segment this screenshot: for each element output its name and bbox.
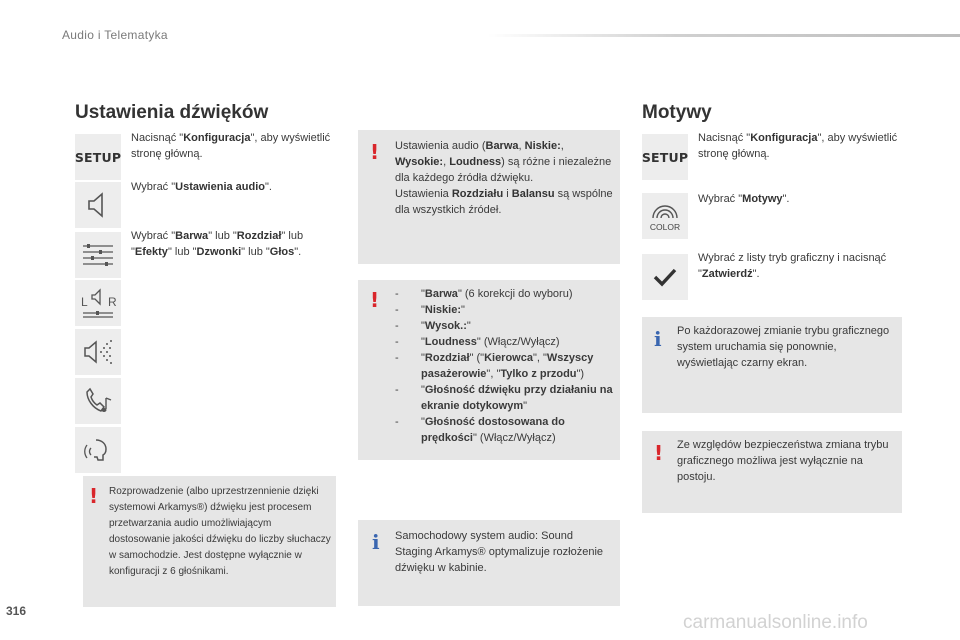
audio-settings-note: Ustawienia audio (Barwa, Niskie:, Wysokie:, Loudness) są różne i niezależne dla każdego źródła dźwięku. Ustawienia Rozdziału i Balansu są wspólne dla wszystkich źródeł.	[395, 140, 613, 216]
list-item: - "Głośność dźwięku przy działaniu na ekranie dotykowym"	[395, 384, 613, 412]
checkmark-icon	[642, 254, 688, 300]
list-item: - "Rozdział" ("Kierowca", "Wszyscy pasażerowie", "Tylko z przodu")	[395, 352, 594, 380]
warning-panel-audio-settings	[358, 130, 620, 264]
info-icon: i	[372, 530, 380, 554]
balance-left-label: L	[81, 295, 88, 309]
list-item: - "Wysok.:"	[395, 320, 471, 332]
info-text-arkamys: Samochodowy system audio: Sound Staging Arkamys® optymalizuje rozłożenie dźwięku w kabinie.	[395, 530, 604, 574]
voice-icon	[75, 427, 121, 473]
balance-icon	[75, 280, 121, 326]
sound-step-3: Wybrać "Barwa" lub "Rozdział" lub "Efekty" lub "Dzwonki" lub "Głos".	[131, 230, 304, 258]
speaker-icon	[75, 182, 121, 228]
setup-label: SETUP	[74, 149, 122, 165]
warning-panel-themes	[642, 431, 902, 513]
themes-step-3: Wybrać z listy tryb graficzny i nacisnąć "Zatwierdź".	[698, 252, 887, 280]
warning-panel-sound	[83, 476, 336, 607]
info-text-themes: Po każdorazowej zmianie trybu graficznego system uruchamia się ponownie, wyświetlając czarny ekran.	[677, 325, 890, 369]
sound-effects-icon	[75, 329, 121, 375]
warning-icon: !	[370, 140, 380, 164]
list-item: - "Barwa" (6 korekcji do wyboru)	[395, 288, 573, 300]
balance-right-label: R	[108, 295, 117, 309]
themes-step-1: Nacisnąć "Konfiguracja", aby wyświetlić stronę główną.	[698, 132, 898, 160]
ringtone-icon	[75, 378, 121, 424]
info-panel-themes	[642, 317, 902, 413]
warning-text-themes: Ze względów bezpieczeństwa zmiana trybu graficznego możliwa jest wyłącznie na postoju.	[677, 439, 889, 483]
warning-text-sound: Rozprowadzenie (albo uprzestrzennienie dzięki systemowi Arkamys®) dźwięku jest procesem przetwarzania audio umożliwiającym dostosowanie jakości dźwięku do liczby słuchaczy w samochodzie. Jest dostępne wyłącznie w konfiguracji z 6 głośnikami.	[109, 486, 331, 577]
list-item: - "Głośność dostosowana do prędkości" (Włącz/Wyłącz)	[395, 416, 565, 444]
warning-icon: !	[89, 484, 99, 508]
section-title-themes: Motywy	[642, 102, 712, 123]
section-title-sound: Ustawienia dźwięków	[75, 102, 269, 123]
warning-icon: !	[654, 441, 664, 465]
setup-button-icon	[75, 134, 121, 180]
color-theme-icon	[642, 193, 688, 239]
warning-icon: !	[370, 288, 380, 312]
settings-list	[395, 286, 615, 446]
page-number: 316	[6, 604, 27, 618]
list-item: - "Loudness" (Włącz/Wyłącz)	[395, 336, 560, 348]
list-item: - "Niskie:"	[395, 304, 465, 316]
running-header: Audio i Telematyka	[62, 28, 168, 42]
warning-panel-settings-list	[358, 280, 620, 460]
sound-step-1: Nacisnąć "Konfiguracja", aby wyświetlić stronę główną.	[131, 132, 331, 160]
themes-step-2: Wybrać "Motywy".	[698, 193, 790, 205]
watermark: carmanualsonline.info	[683, 612, 868, 633]
setup-button-icon	[642, 134, 688, 180]
setup-label: SETUP	[641, 149, 689, 165]
sound-step-2: Wybrać "Ustawienia audio".	[131, 181, 272, 193]
header-divider	[488, 34, 960, 37]
info-panel-arkamys	[358, 520, 620, 606]
color-label: COLOR	[649, 222, 681, 232]
info-icon: i	[654, 327, 662, 351]
equalizer-icon	[75, 232, 121, 278]
